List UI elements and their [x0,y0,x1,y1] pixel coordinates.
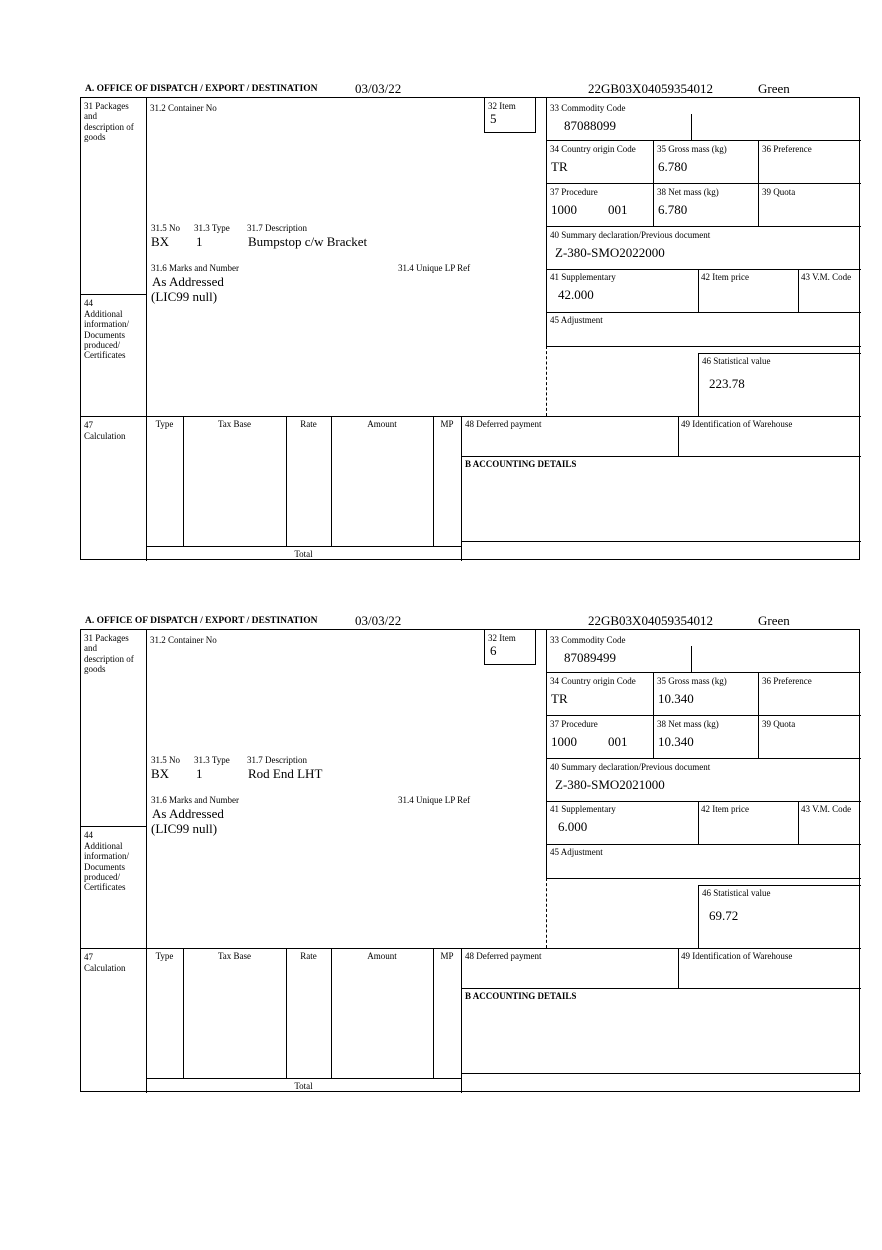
grid-line [678,416,679,456]
grid-line [653,140,654,226]
calc-col-type: Type [155,419,174,429]
grid-line [546,226,861,227]
dispatch-date: 03/03/22 [355,613,402,628]
box42-label: 42 Item price [701,804,749,814]
box31-5-label: 31.5 No [151,755,180,765]
supplementary-units: 42.000 [558,287,594,302]
grid-line [546,630,547,878]
calc-col-tax-base: Tax Base [217,951,252,961]
grid-line [691,646,692,672]
procedure-code: 1000 [551,734,577,749]
grid-line [81,948,861,949]
grid-line [146,98,147,561]
box41-label: 41 Supplementary [550,272,616,282]
box41-label: 41 Supplementary [550,804,616,814]
package-count: 1 [196,234,203,249]
box36-label: 36 Preference [762,144,812,154]
calc-col-mp: MP [440,419,454,429]
sad-form-grid [80,97,860,560]
box31-7-label: 31.7 Description [247,755,307,765]
grid-line [546,672,861,673]
box31-4-label: 31.4 Unique LP Ref [398,795,471,805]
grid-line [331,416,332,546]
additional-information: (LIC99 null) [151,289,218,304]
marks-and-numbers: As Addressed [152,274,224,289]
grid-line [653,672,654,758]
box48-label: 48 Deferred payment [465,419,542,429]
grid-line [461,988,861,989]
box39-label: 39 Quota [762,187,796,197]
box44-label: Additional information/ Documents produced/ Certificates [84,309,129,361]
calc-col-type: Type [155,951,174,961]
box33-label: 33 Commodity Code [550,635,626,645]
grid-line [461,416,462,561]
marks-and-numbers: As Addressed [152,806,224,821]
office-of-dispatch-label: A. OFFICE OF DISPATCH / EXPORT / DESTINATION [85,616,318,626]
box32-label: 32 Item [488,633,516,643]
box47-label: Calculation [84,431,126,441]
grid-line [433,948,434,1078]
box49-label: 49 Identification of Warehouse [681,951,793,961]
grid-line [433,416,434,546]
box32-label: 32 Item [488,101,516,111]
box43-label: 43 V.M. Code [801,804,852,814]
box44-number: 44 [84,298,93,308]
box47-label: Calculation [84,963,126,973]
procedure-suffix: 001 [608,734,628,749]
grid-line [758,140,759,226]
grid-line-dashed [546,878,547,948]
procedure-code: 1000 [551,202,577,217]
grid-line [183,948,184,1078]
box39-label: 39 Quota [762,719,796,729]
routing-status: Green [758,613,790,628]
commodity-code: 87088099 [564,118,616,133]
grid-line [546,269,861,270]
previous-document: Z-380-SMO2021000 [555,777,665,792]
box49-label: 49 Identification of Warehouse [681,419,793,429]
grid-line [146,546,461,547]
box31-2-label: 31.2 Container No [150,635,217,645]
box45-label: 45 Adjustment [550,315,603,325]
box31-5-label: 31.5 No [151,223,180,233]
statistical-value: 223.78 [709,376,745,391]
grid-line [461,948,462,1093]
calc-col-mp: MP [440,951,454,961]
grid-line [183,416,184,546]
dispatch-date: 03/03/22 [355,81,402,96]
declaration-item-section-2 [0,612,882,1102]
grid-line [461,541,861,542]
grid-line [461,1073,861,1074]
previous-document: Z-380-SMO2022000 [555,245,665,260]
box34-label: 34 Country origin Code [550,676,636,686]
grid-line [546,758,861,759]
calc-col-rate: Rate [300,951,317,961]
calc-total-label: Total [294,549,313,559]
box35-label: 35 Gross mass (kg) [657,144,727,154]
additional-information: (LIC99 null) [151,821,218,836]
mrn-number: 22GB03X04059354012 [588,81,713,96]
box40-label: 40 Summary declaration/Previous document [550,762,711,772]
grid-line [798,801,799,844]
grid-line [546,878,861,879]
box47-number: 47 [84,952,93,962]
package-count: 1 [196,766,203,781]
procedure-suffix: 001 [608,202,628,217]
net-mass: 10.340 [658,734,694,749]
grid-line [691,114,692,140]
grid-line [546,844,861,845]
supplementary-units: 6.000 [558,819,588,834]
accounting-details-label: B ACCOUNTING DETAILS [465,991,577,1001]
grid-line [698,353,861,354]
office-of-dispatch-label: A. OFFICE OF DISPATCH / EXPORT / DESTINATION [85,84,318,94]
net-mass: 6.780 [658,202,688,217]
box31-4-label: 31.4 Unique LP Ref [398,263,471,273]
box31-3-label: 31.3 Type [194,223,230,233]
declaration-item-section-1 [0,80,882,570]
grid-line [698,885,861,886]
grid-line [698,885,699,948]
mrn-number: 22GB03X04059354012 [588,613,713,628]
grid-line [81,294,146,295]
grid-line-dashed [546,346,547,416]
box31-7-label: 31.7 Description [247,223,307,233]
box34-label: 34 Country origin Code [550,144,636,154]
gross-mass: 6.780 [658,159,688,174]
grid-line [81,416,861,417]
package-type: BX [151,234,170,249]
grid-line [286,416,287,546]
box36-label: 36 Preference [762,676,812,686]
box46-label: 46 Statistical value [702,888,771,898]
box31-2-label: 31.2 Container No [150,103,217,113]
box32-item [484,630,536,665]
box35-label: 35 Gross mass (kg) [657,676,727,686]
grid-line [698,269,699,312]
grid-line [546,715,861,716]
box33-label: 33 Commodity Code [550,103,626,113]
box44-label: Additional information/ Documents produced/ Certificates [84,841,129,893]
grid-line [546,140,861,141]
grid-line [546,183,861,184]
item-number: 6 [490,643,497,658]
box38-label: 38 Net mass (kg) [657,187,719,197]
grid-line [546,98,547,346]
grid-line [546,346,861,347]
grid-line [286,948,287,1078]
calc-total-label: Total [294,1081,313,1091]
grid-line [678,948,679,988]
calc-col-tax-base: Tax Base [217,419,252,429]
calc-col-rate: Rate [300,419,317,429]
gross-mass: 10.340 [658,691,694,706]
grid-line [81,826,146,827]
package-type: BX [151,766,170,781]
box45-label: 45 Adjustment [550,847,603,857]
calc-col-amount: Amount [367,951,397,961]
box31-3-label: 31.3 Type [194,755,230,765]
accounting-details-label: B ACCOUNTING DETAILS [465,459,577,469]
box37-label: 37 Procedure [550,187,598,197]
item-number: 5 [490,111,497,126]
box40-label: 40 Summary declaration/Previous document [550,230,711,240]
box31-label: 31 Packages and description of goods [84,101,134,143]
grid-line [331,948,332,1078]
goods-description: Bumpstop c/w Bracket [248,234,368,249]
box31-6-label: 31.6 Marks and Number [151,795,239,805]
grid-line [146,630,147,1093]
grid-line [698,353,699,416]
grid-line [546,801,861,802]
origin-country-code: TR [551,159,568,174]
box42-label: 42 Item price [701,272,749,282]
grid-line [758,672,759,758]
grid-line [698,801,699,844]
box43-label: 43 V.M. Code [801,272,852,282]
grid-line [798,269,799,312]
box48-label: 48 Deferred payment [465,951,542,961]
box37-label: 37 Procedure [550,719,598,729]
origin-country-code: TR [551,691,568,706]
routing-status: Green [758,81,790,96]
box47-number: 47 [84,420,93,430]
box44-number: 44 [84,830,93,840]
box32-item [484,98,536,133]
box31-6-label: 31.6 Marks and Number [151,263,239,273]
calc-col-amount: Amount [367,419,397,429]
sad-form-grid [80,629,860,1092]
commodity-code: 87089499 [564,650,616,665]
goods-description: Rod End LHT [248,766,323,781]
statistical-value: 69.72 [709,908,739,923]
grid-line [461,456,861,457]
grid-line [546,312,861,313]
grid-line [146,1078,461,1079]
box46-label: 46 Statistical value [702,356,771,366]
box31-label: 31 Packages and description of goods [84,633,134,675]
box38-label: 38 Net mass (kg) [657,719,719,729]
